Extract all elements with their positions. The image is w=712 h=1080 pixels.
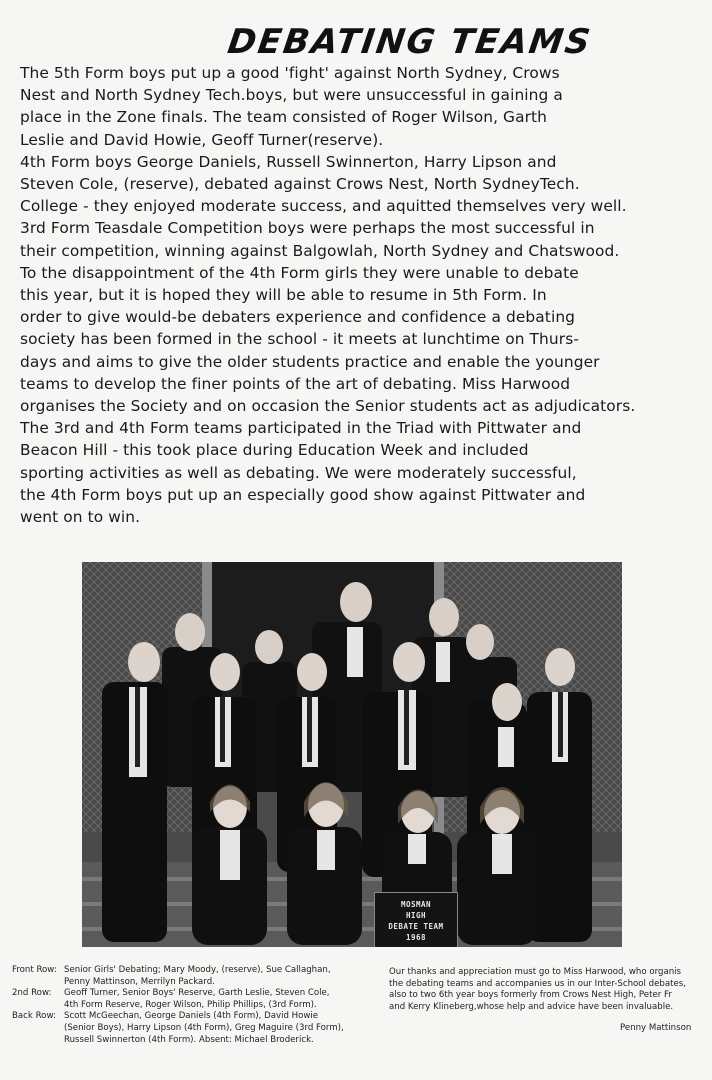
caption-line: Geoff Turner, Senior Boys' Reserve, Garth Leslie, Steven Cole, [64,988,330,999]
sign-line: 1968 [405,933,427,942]
caption-line: Senior Girls' Debating; Mary Moody, (reserve), Sue Callaghan, [64,965,331,975]
body-line: College - they enjoyed moderate success, and aquitted themselves very well. [20,197,627,216]
sign-line: MOSMAN [400,900,432,909]
caption-line: Russell Swinnerton (4th Form). Absent: Michael Broderick. [64,1034,314,1045]
body-line: Beacon Hill - this took place during Education Week and included [20,441,529,460]
body-line: teams to develop the finer points of the art of debating. Miss Harwood [20,374,571,393]
author-signature: Penny Mattinson [620,1023,692,1033]
caption-front-row [12,965,372,988]
body-line: society has been formed in the school - it meets at lunchtime on Thurs- [20,330,579,349]
body-line: To the disappointment of the 4th Form girls they were unable to debate [20,263,579,282]
body-line: place in the Zone finals. The team consisted of Roger Wilson, Garth [20,108,548,127]
caption-label: Front Row: [12,965,57,975]
acknowledgement-line: the debating teams and accompanies us in our Inter-School debates, [389,978,686,989]
caption-line: Penny Mattinson, Merrilyn Packard. [64,976,215,987]
caption-second-row [12,988,372,1011]
team-photo [82,562,622,947]
body-line: The 3rd and 4th Form teams participated in the Triad with Pittwater and [20,419,582,438]
body-line: organises the Society and on occasion the Senior students act as adjudicators. [20,397,636,416]
page-title: DEBATING TEAMS [225,22,595,62]
acknowledgement-line: also to two 6th year boys formerly from Crows Nest High, Peter Fr [389,990,672,1001]
body-line: Nest and North Sydney Tech.boys, but were unsuccessful in gaining a [20,86,563,105]
acknowledgement-line: Our thanks and appreciation must go to Miss Harwood, who organis [389,967,682,977]
caption-text [64,965,372,988]
caption-label: Back Row: [12,1011,56,1022]
caption-label: 2nd Row: [12,988,52,999]
body-line: went on to win. [20,508,141,527]
body-line: The 5th Form boys put up a good 'fight' against North Sydney, Crows [20,64,560,82]
body-line: 3rd Form Teasdale Competition boys were perhaps the most successful in [20,219,595,238]
body-line: days and aims to give the older students practice and enable the younger [20,352,600,371]
acknowledgement [389,967,703,1013]
caption-text [64,988,372,1011]
body-line: the 4th Form boys put up an especially good show against Pittwater and [20,485,586,504]
body-line: 4th Form boys George Daniels, Russell Swinnerton, Harry Lipson and [20,152,557,171]
caption-line: (Senior Boys), Harry Lipson (4th Form), Greg Maguire (3rd Form), [64,1022,344,1033]
team-sign [374,892,458,947]
body-line: sporting activities as well as debating. We were moderately successful, [20,463,577,482]
body-line: order to give would-be debaters experience and confidence a debating [20,308,576,327]
caption-line: 4th Form Reserve, Roger Wilson, Philip Phillips, (3rd Form). [64,999,317,1010]
body-line: their competition, winning against Balgowlah, North Sydney and Chatswood. [20,241,620,260]
photo-caption [12,965,372,1046]
body-line: Steven Cole, (reserve), debated against Crows Nest, North SydneyTech. [20,175,580,194]
sign-line: HIGH [405,911,427,920]
body-line: this year, but it is hoped they will be able to resume in 5th Form. In [20,286,547,305]
caption-back-row [12,1011,372,1046]
caption-text [64,1011,372,1046]
article-body [20,62,695,528]
body-line: Leslie and David Howie, Geoff Turner(reserve). [20,130,384,149]
team-photo-illustration [82,562,622,947]
acknowledgement-line: and Kerry Klineberg,whose help and advice have been invaluable. [389,1001,674,1012]
sign-line: DEBATE TEAM [388,922,444,931]
caption-line: Scott McGeechan, George Daniels (4th Form), David Howie [64,1011,319,1022]
